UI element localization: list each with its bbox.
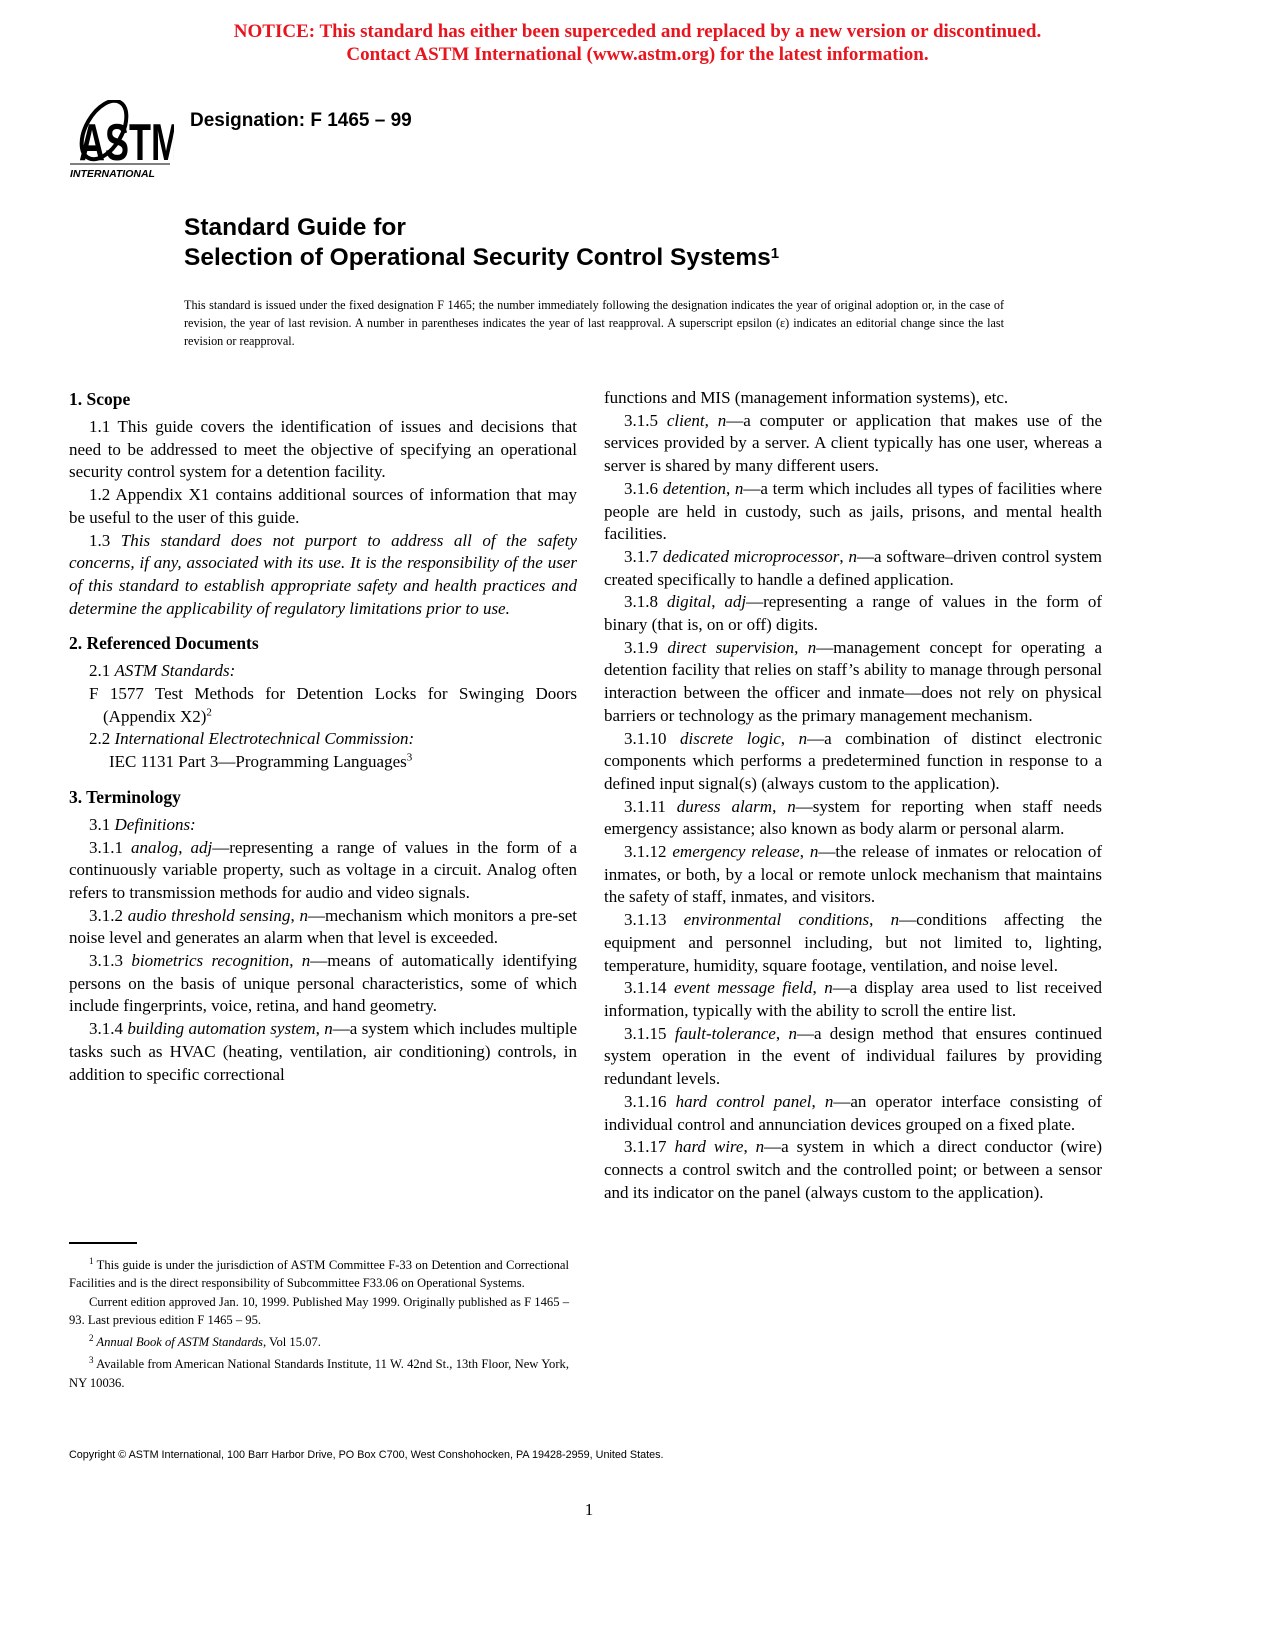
definition-3-1-1: 3.1.1 analog, adj—representing a range of values in the form of a continuously variable property, such as voltage in a circuit. Analog often refers to transmission methods for audio and video signals. <box>69 837 578 902</box>
title-line-2: Selection of Operational Security Control Systems$^1$ <box>184 244 780 271</box>
paragraph-1-1: 1.1 This guide covers the identification of issues and decisions that need to be addressed to meet the objective of specifying an operational security control system for a detention facility. <box>69 417 577 482</box>
supersession-notice <box>0 20 1275 66</box>
definition-3-1-11: 3.1.11 duress alarm, n—system for reporting when staff needs emergency assistance; also known as body alarm or personal alarm. <box>604 796 1102 839</box>
definition-3-1-13: 3.1.13 environmental conditions, n—conditions affecting the equipment and personnel including, but not limited to, lighting, temperature, humidity, square footage, ventilation, and noise level. <box>604 910 1103 975</box>
footnote-ref-3[interactable]: 3 <box>406 751 413 764</box>
title-footnote-ref[interactable]: 1 <box>770 245 780 262</box>
paragraph-1-2: 1.2 Appendix X1 contains additional sources of information that may be useful to the user of this guide. <box>69 485 577 527</box>
astm-reference: F 1577 Test Methods for Detention Locks for Swinging Doors (Appendix X2)$^2$ <box>89 684 577 726</box>
page-number: 1 <box>584 1500 594 1519</box>
definition-3-1-4-continued: functions and MIS (management information systems), etc. <box>604 388 1009 407</box>
footnote-ref-2[interactable]: 2 <box>206 706 212 719</box>
definition-3-1-3: 3.1.3 biometrics recognition, n—means of automatically identifying persons on the basis of unique personal characteristics, some of which include fingerprints, voice, retina, and hand geometry. <box>69 951 578 1016</box>
definition-3-1-10: 3.1.10 discrete logic, n—a combination of distinct electronic components which performs a predetermined function in response to a defined input signal(s) (always custom to the application). <box>604 728 1102 793</box>
footnote-divider <box>69 1242 137 1244</box>
paragraph-3-1: 3.1 Definitions: <box>89 814 196 834</box>
definition-3-1-17: 3.1.17 hard wire, n—a system in which a direct conductor (wire) connects a control switch and the controlled point; or between a sensor and its indicator on the panel (always custom to the application). <box>604 1137 1102 1202</box>
title-line-1: Standard Guide for <box>184 214 406 241</box>
iec-reference: IEC 1131 Part 3—Programming Languages$^3$ <box>109 751 413 772</box>
astm-logo-icon <box>70 100 174 180</box>
definition-3-1-6: 3.1.6 detention, n—a term which includes all types of facilities where people are held in custody, such as jails, prisons, and mental health facilities. <box>604 478 1103 544</box>
svg-text:ASTM: ASTM <box>79 114 174 172</box>
footnote-2: $^2$ Annual Book of ASTM Standards, Vol 15.07. <box>89 1333 321 1350</box>
issuance-preamble: This standard is issued under the fixed designation F 1465; the number immediately following the designation indicates the year of original adoption or, in the case of revision, the year of last revision. A number in parentheses indicates the year of last reapproval. A superscript epsilon (ε) indicates an editorial change since the last revision or reapproval. <box>184 298 1004 348</box>
right-column <box>604 387 1102 1204</box>
paragraph-1-3: 1.3 This standard does not purport to address all of the safety concerns, if any, associated with its use. It is the responsibility of the user of this standard to establish appropriate safety and health practices and determine the applicability of regulatory limitations prior to use. <box>69 530 577 618</box>
definition-3-1-4: 3.1.4 building automation system, n—a system which includes multiple tasks such as HVAC (heating, ventilation, air conditioning) controls, in addition to specific correctional <box>69 1019 578 1084</box>
definition-3-1-7: 3.1.7 dedicated microprocessor, n—a software–driven control system created specifically to handle a defined application. <box>604 546 1102 589</box>
notice-line-1: NOTICE: This standard has either been superceded and replaced by a new version or discontinued. <box>233 21 1042 42</box>
definition-3-1-15: 3.1.15 fault-tolerance, n—a design method that ensures continued system operation in the event of individual failures by providing redundant levels. <box>604 1023 1103 1089</box>
footnote-1-edition: Current edition approved Jan. 10, 1999. Published May 1999. Originally published as F 1465 – 93. Last previous edition F 1465 – 95. <box>69 1294 569 1327</box>
section-heading-scope: 1. Scope <box>69 389 131 409</box>
footnote-3: $^3$ Available from American National Standards Institute, 11 W. 42nd St., 13th Floor, New York, NY 10036. <box>69 1355 569 1390</box>
definition-3-1-9: 3.1.9 direct supervision, n—management concept for operating a detention facility that relies on staff’s ability to manage through personal interaction between the officer and inmate—does not rely on physical barriers or technology as the primary management mechanism. <box>604 637 1103 725</box>
paragraph-2-2: 2.2 International Electrotechnical Commission: <box>89 729 415 749</box>
logo-subtext: INTERNATIONAL <box>70 168 155 180</box>
document-title <box>184 213 779 273</box>
notice-line-2: Contact ASTM International (www.astm.org) for the latest information. <box>346 44 929 65</box>
footnote-1: $^1$ This guide is under the jurisdiction of ASTM Committee F-33 on Detention and Correctional Facilities and is the direct responsibility of Subcommittee F33.06 on Operational Systems. <box>69 1256 569 1291</box>
definition-3-1-14: 3.1.14 event message field, n—a display area used to list received information, typically with the ability to scroll the entire list. <box>604 978 1102 1020</box>
definition-3-1-12: 3.1.12 emergency release, n—the release of inmates or relocation of inmates, or both, by a local or remote unlock mechanism that maintains the safety of staff, inmates, and visitors. <box>604 842 1102 907</box>
designation: Designation: F 1465 – 99 <box>190 110 412 131</box>
paragraph-2-1: 2.1 ASTM Standards: <box>89 661 236 681</box>
definition-3-1-8: 3.1.8 digital, adj—representing a range of values in the form of binary (that is, on or off) digits. <box>604 592 1103 635</box>
section-heading-terminology: 3. Terminology <box>69 786 181 807</box>
left-column <box>69 388 577 1086</box>
definition-3-1-16: 3.1.16 hard control panel, n—an operator interface consisting of individual control and annunciation devices grouped on a fixed plate. <box>604 1091 1103 1134</box>
copyright-line: Copyright © ASTM International, 100 Barr Harbor Drive, PO Box C700, West Conshohocken, PA 19428-2959, United States. <box>69 1449 664 1461</box>
definition-3-1-5: 3.1.5 client, n—a computer or application that makes use of the services provided by a server. A client typically has one user, whereas a server is shared by many different users. <box>604 410 1103 476</box>
footnotes <box>69 1252 569 1392</box>
definition-3-1-2: 3.1.2 audio threshold sensing, n—mechanism which monitors a pre-set noise level and generates an alarm when that level is exceeded. <box>69 905 577 948</box>
section-heading-referenced-documents: 2. Referenced Documents <box>69 633 259 654</box>
astm-logo <box>70 100 174 180</box>
